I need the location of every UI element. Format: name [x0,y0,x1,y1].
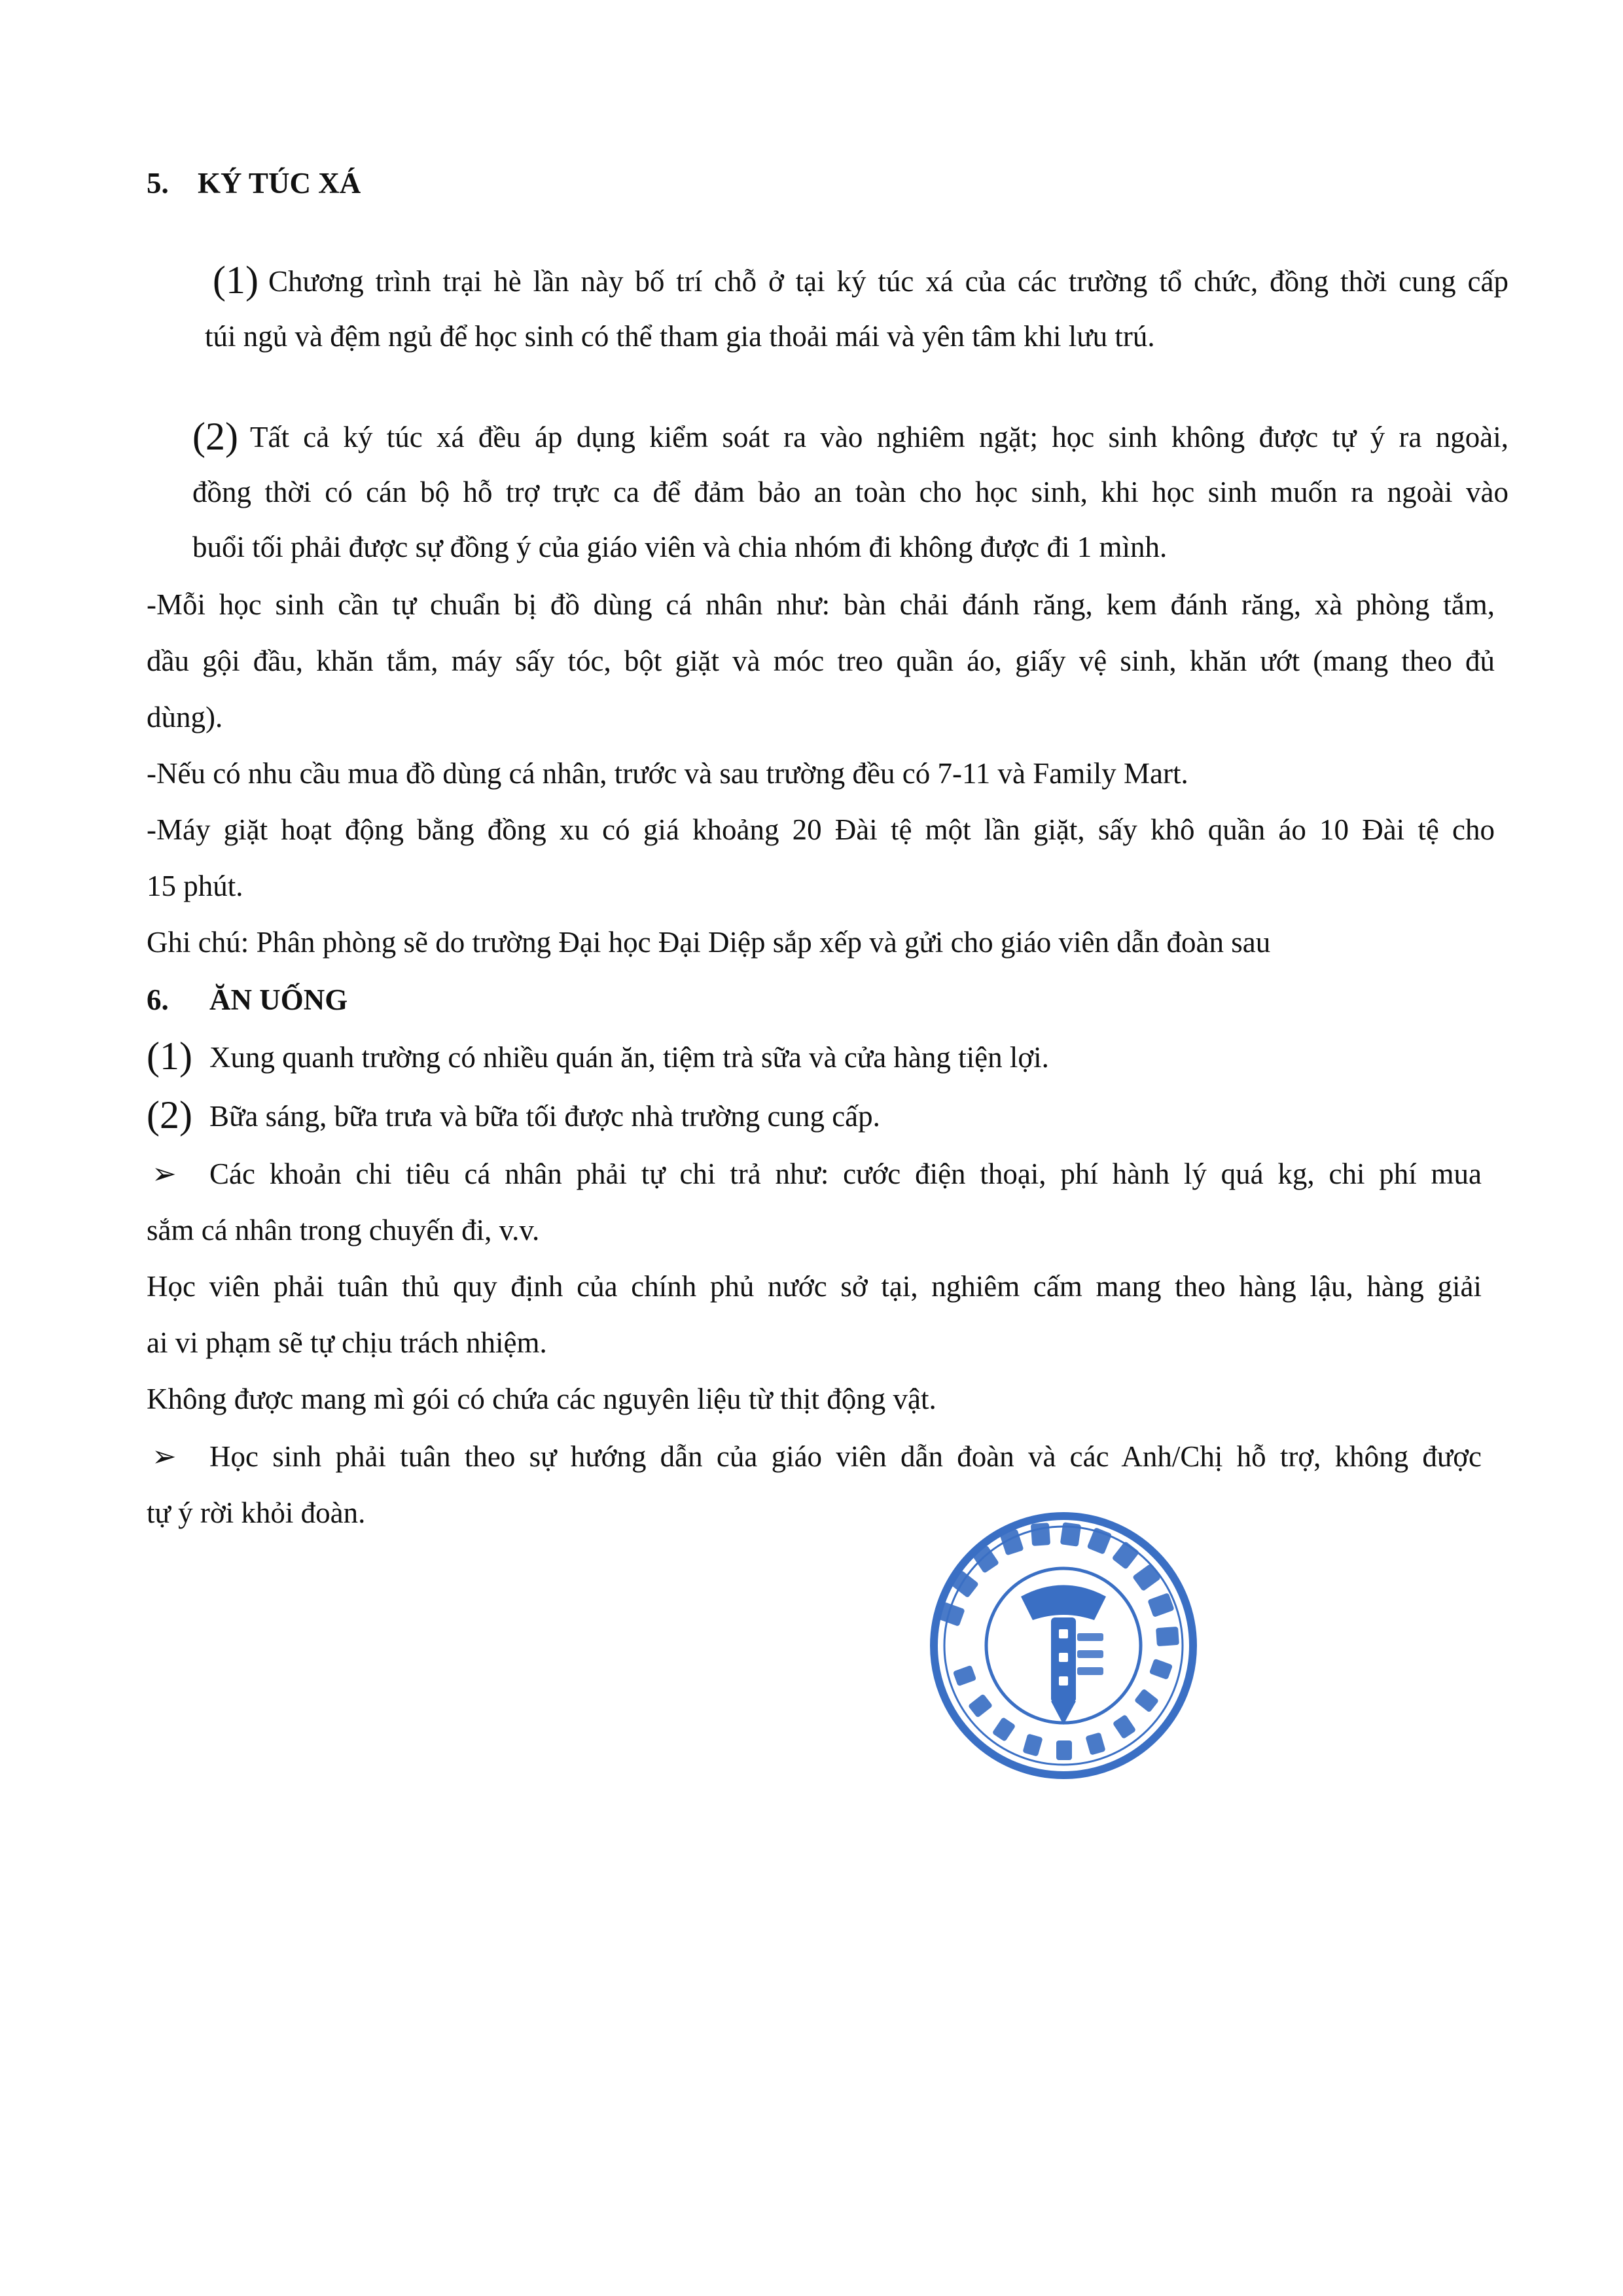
note-1-line-2-wrap [147,646,1495,676]
item-2-line-1-wrap [250,423,1508,452]
bullet-2-line-2: tự ý rời khỏi đoàn. [147,1496,366,1529]
item-marker: (1) [213,258,259,302]
para-1-line-1-wrap [147,1272,1482,1301]
item-marker: (1) [147,1034,192,1078]
arrow-bullet-icon: ➢ [152,1157,177,1190]
bullet-2-line-1-wrap [209,1442,1482,1472]
section-6-title: ĂN UỐNG [209,983,348,1016]
note-2: -Nếu có nhu cầu mua đồ dùng cá nhân, trước và sau trường đều có 7-11 và Family Mart. [147,757,1188,790]
bullet-1-line-1: Các khoản chi tiêu cá nhân phải tự chi trả như: cước điện thoại, phí hành lý quá kg, chi phí mua [209,1157,1482,1190]
food-item-1: Xung quanh trường có nhiều quán ăn, tiệm trà sữa và cửa hàng tiện lợi. [209,1041,1049,1074]
remark: Ghi chú: Phân phòng sẽ do trường Đại học Đại Diệp sắp xếp và gửi cho giáo viên dẫn đoàn sau [147,926,1271,959]
note-1-line-3: dùng). [147,701,223,733]
section-6-number: 6. [147,983,169,1016]
section-5-title: KÝ TÚC XÁ [198,167,361,200]
item-1-line-2: túi ngủ và đệm ngủ để học sinh có thể tham gia thoải mái và yên tâm khi lưu trú. [205,320,1155,353]
university-seal-stamp [923,1505,1204,1786]
item-2-line-2: đồng thời có cán bộ hỗ trợ trực ca để đảm bảo an toàn cho học sinh, khi học sinh muốn ra ngoài vào [192,476,1508,508]
item-1-line-1-wrap [268,267,1508,296]
section-5-number: 5. [147,167,169,200]
note-3-line-1-wrap [147,815,1495,845]
bullet-1-line-2: sắm cá nhân trong chuyến đi, v.v. [147,1214,540,1246]
note-3-line-2: 15 phút. [147,870,243,902]
bullet-1-line-1-wrap [209,1159,1482,1189]
item-2-line-3: buổi tối phải được sự đồng ý của giáo viên và chia nhóm đi không được đi 1 mình. [192,531,1168,563]
bullet-2-line-1: Học sinh phải tuân theo sự hướng dẫn của giáo viên dẫn đoàn và các Anh/Chị hỗ trợ, không được [209,1440,1482,1473]
item-marker: (2) [192,415,238,458]
para-1-line-2: ai vi phạm sẽ tự chịu trách nhiệm. [147,1326,547,1359]
para-2: Không được mang mì gói có chứa các nguyên liệu từ thịt động vật. [147,1383,936,1415]
para-1-line-1: Học viên phải tuân thủ quy định của chính phủ nước sở tại, nghiêm cấm mang theo hàng lậu, hàng giải [147,1270,1482,1303]
arrow-bullet-icon: ➢ [152,1440,177,1473]
item-2-line-1: Tất cả ký túc xá đều áp dụng kiểm soát ra vào nghiêm ngặt; học sinh không được tự ý ra ngoài, [250,421,1508,453]
item-1-line-1: Chương trình trại hè lần này bố trí chỗ ở tại ký túc xá của các trường tổ chức, đồng thời cung cấp [268,265,1508,298]
food-item-2: Bữa sáng, bữa trưa và bữa tối được nhà trường cung cấp. [209,1100,880,1133]
item-marker: (2) [147,1093,192,1137]
note-1-line-1-wrap [147,590,1495,620]
note-1-line-1: -Mỗi học sinh cần tự chuẩn bị đồ dùng cá nhân như: bàn chải đánh răng, kem đánh răng, xà phòng tắm, [147,588,1495,621]
note-1-line-2: dầu gội đầu, khăn tắm, máy sấy tóc, bột giặt và móc treo quần áo, giấy vệ sinh, khăn ướt (mang theo đủ [147,645,1495,677]
note-3-line-1: -Máy giặt hoạt động bằng đồng xu có giá khoảng 20 Đài tệ một lần giặt, sấy khô quần áo 10 Đài tệ cho [147,813,1495,846]
item-2-line-2-wrap [192,478,1508,507]
